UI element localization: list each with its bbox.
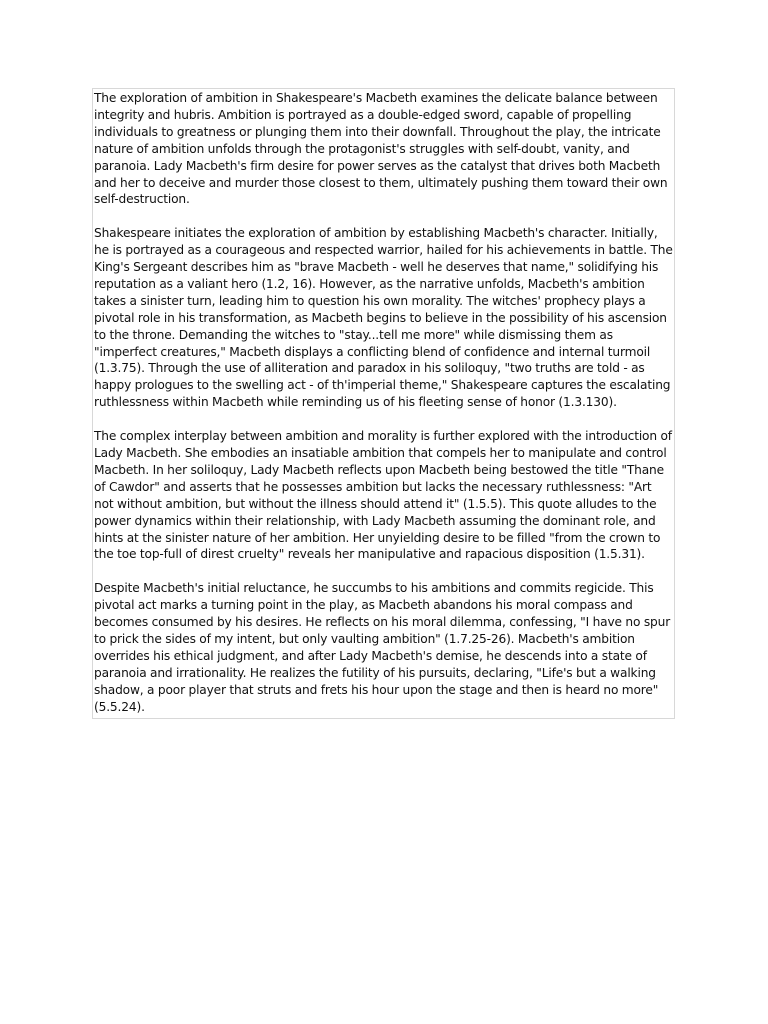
paragraph-lady-macbeth: The complex interplay between ambition and morality is further explored with the introduction of Lady Macbeth. She embodies an insatiable ambition that compels her to manipulate and control Macbeth. In her soliloquy, Lady Macbeth reflects upon Macbeth being bestowed the title "Thane of Cawdor" and asserts that he possesses ambition but lacks the necessary ruthlessness: "Art not without ambition, but without the illness should attend it" (1.5.5). This quote alludes to the power dynamics within their relationship, with Lady Macbeth assuming the dominant role, and hints at the sinister nature of her ambition. Her unyielding desire to be filled "from the crown to the toe top-full of direst cruelty" reveals her manipulative and rapacious disposition (1.5.31). — [94, 429, 672, 562]
paragraph-macbeth-character: Shakespeare initiates the exploration of ambition by establishing Macbeth's character. Initially, he is portrayed as a courageous and respected warrior, hailed for his achievements in battle. The King's Sergeant describes him as "brave Macbeth - well he deserves that name," solidifying his reputation as a valiant hero (1.2, 16). However, as the narrative unfolds, Macbeth's ambition takes a sinister turn, leading him to question his own morality. The witches' prophecy plays a pivotal role in his transformation, as Macbeth begins to believe in the possibility of his ascension to the throne. Demanding the witches to "stay...tell me more" while dismissing them as "imperfect creatures," Macbeth displays a conflicting blend of confidence and internal turmoil (1.3.75). Through the use of alliteration and paradox in his soliloquy, "two truths are told - as happy prologues to the swelling act - of th'imperial theme," Shakespeare captures the escalating ruthlessness within Macbeth while reminding us of his fleeting sense of honor (1.3.130). — [94, 226, 673, 410]
paragraph-regicide: Despite Macbeth's initial reluctance, he succumbs to his ambitions and commits regicide. This pivotal act marks a turning point in the play, as Macbeth abandons his moral compass and becomes consumed by his desires. He reflects on his moral dilemma, confessing, "I have no spur to prick the sides of my intent, but only vaulting ambition" (1.7.25-26). Macbeth's ambition overrides his ethical judgment, and after Lady Macbeth's demise, he descends into a state of paranoia and irrationality. He realizes the futility of his pursuits, declaring, "Life's but a walking shadow, a poor player that struts and frets his hour upon the stage and then is heard no more" (5.5.24). — [94, 581, 671, 714]
document-text-box — [92, 88, 675, 719]
paragraph-introduction: The exploration of ambition in Shakespeare's Macbeth examines the delicate balance between integrity and hubris. Ambition is portrayed as a double-edged sword, capable of propelling individuals to greatness or plunging them into their downfall. Throughout the play, the intricate nature of ambition unfolds through the protagonist's struggles with self-doubt, vanity, and paranoia. Lady Macbeth's firm desire for power serves as the catalyst that drives both Macbeth and her to deceive and murder those closest to them, ultimately pushing them toward their own self-destruction. — [94, 91, 668, 207]
